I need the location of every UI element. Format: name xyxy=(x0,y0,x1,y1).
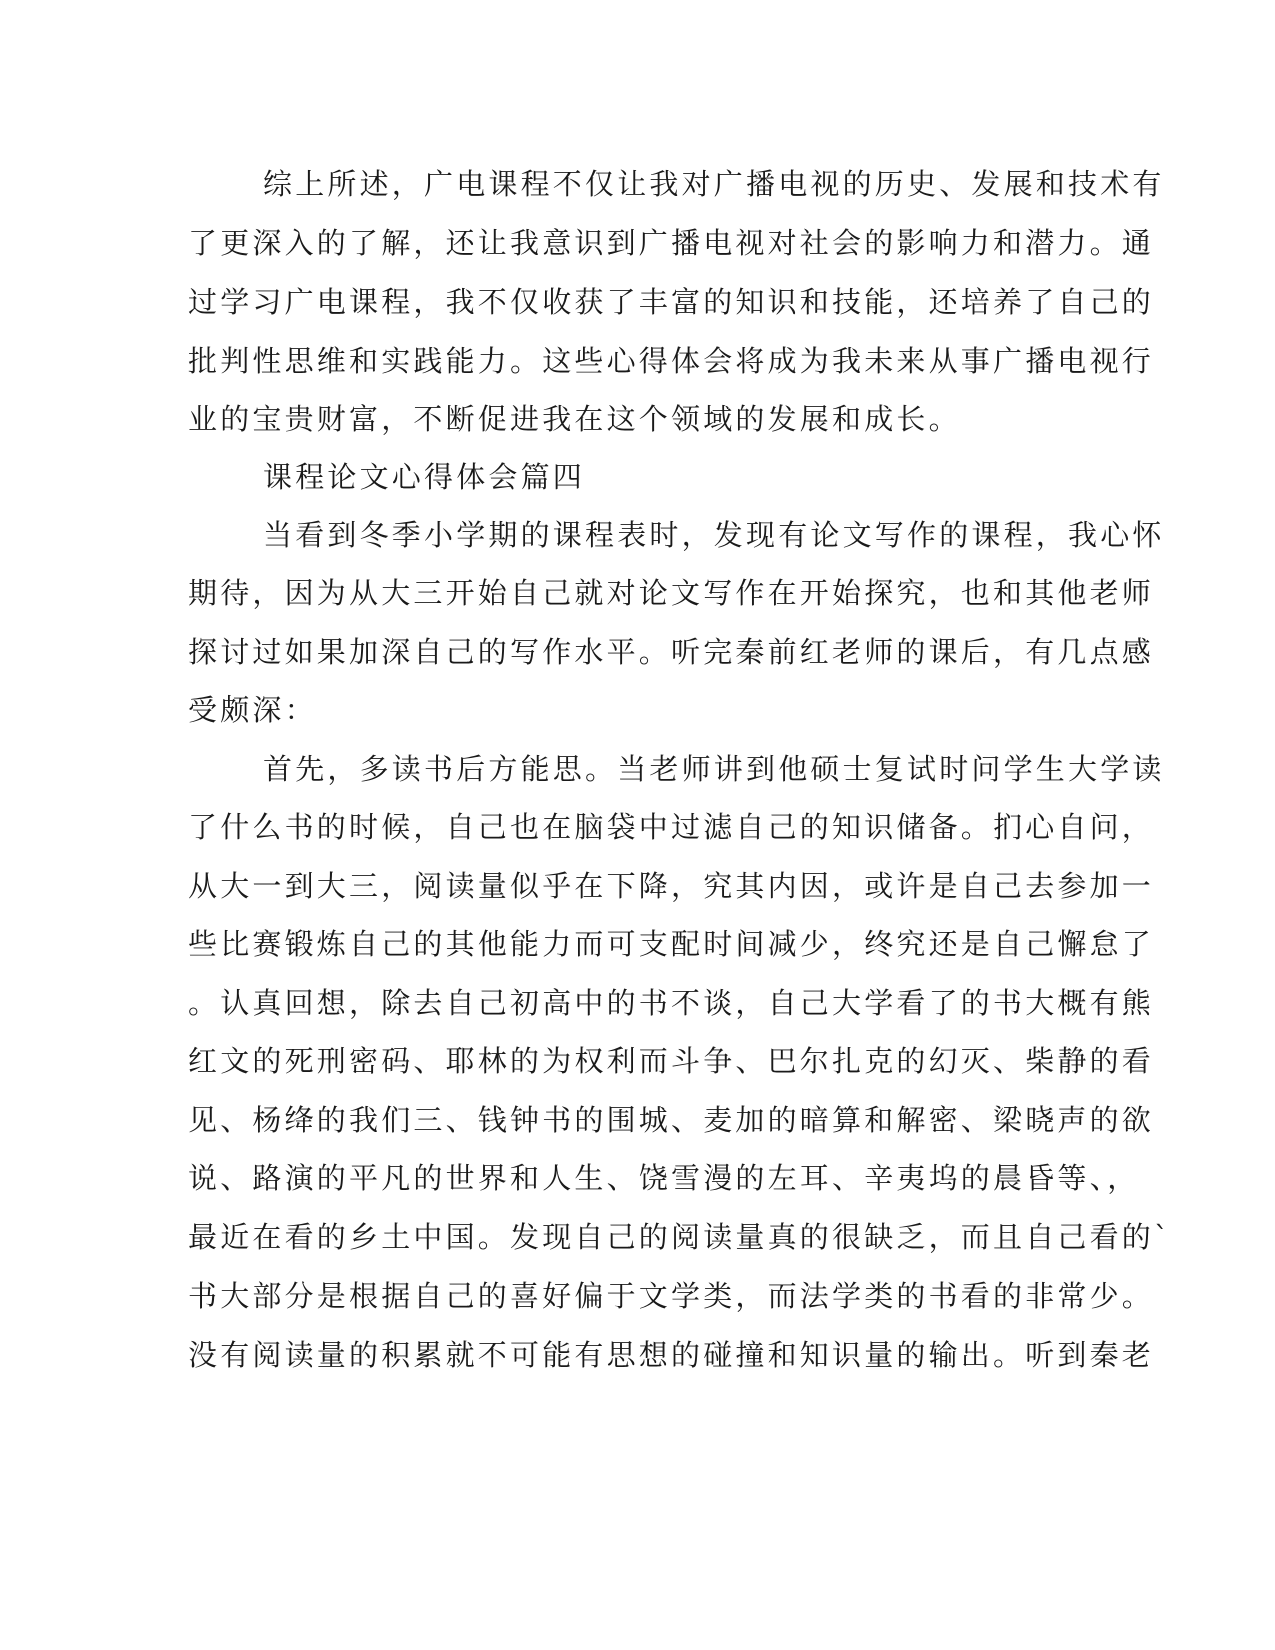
paragraph-line: 书大部分是根据自己的喜好偏于文学类，而法学类的书看的非常少。 xyxy=(188,1279,1155,1313)
section-heading: 课程论文心得体会篇四 xyxy=(263,460,586,494)
paragraph-line: 。认真回想，除去自己初高中的书不谈，自己大学看了的书大概有熊 xyxy=(188,986,1155,1020)
paragraph-line: 见、杨绛的我们三、钱钟书的围城、麦加的暗算和解密、梁晓声的欲 xyxy=(188,1103,1155,1137)
paragraph-line: 首先，多读书后方能思。当老师讲到他硕士复试时问学生大学读 xyxy=(263,752,1165,786)
paragraph-line: 了什么书的时候，自己也在脑袋中过滤自己的知识储备。扪心自问， xyxy=(188,810,1155,844)
paragraph-line: 最近在看的乡土中国。发现自己的阅读量真的很缺乏，而且自己看的` xyxy=(188,1220,1172,1254)
paragraph-line: 当看到冬季小学期的课程表时，发现有论文写作的课程，我心怀 xyxy=(263,518,1165,552)
paragraph-line: 了更深入的了解，还让我意识到广播电视对社会的影响力和潜力。通 xyxy=(188,226,1155,260)
paragraph-line: 综上所述，广电课程不仅让我对广播电视的历史、发展和技术有 xyxy=(263,167,1165,201)
paragraph-line: 说、路演的平凡的世界和人生、饶雪漫的左耳、辛夷坞的晨昏等、， xyxy=(188,1161,1140,1195)
paragraph-line: 过学习广电课程，我不仅收获了丰富的知识和技能，还培养了自己的 xyxy=(188,285,1155,319)
paragraph-line: 批判性思维和实践能力。这些心得体会将成为我未来从事广播电视行 xyxy=(188,344,1155,378)
paragraph-line: 从大一到大三，阅读量似乎在下降，究其内因，或许是自己去参加一 xyxy=(188,869,1155,903)
paragraph-line: 业的宝贵财富，不断促进我在这个领域的发展和成长。 xyxy=(188,402,961,436)
paragraph-line: 探讨过如果加深自己的写作水平。听完秦前红老师的课后，有几点感 xyxy=(188,635,1155,669)
paragraph-line: 期待，因为从大三开始自己就对论文写作在开始探究，也和其他老师 xyxy=(188,576,1155,610)
paragraph-line: 些比赛锻炼自己的其他能力而可支配时间减少，终究还是自己懈怠了 xyxy=(188,927,1155,961)
paragraph-line: 红文的死刑密码、耶林的为权利而斗争、巴尔扎克的幻灭、柴静的看 xyxy=(188,1044,1155,1078)
paragraph-line: 受颇深： xyxy=(188,693,317,727)
paragraph-line: 没有阅读量的积累就不可能有思想的碰撞和知识量的输出。听到秦老 xyxy=(188,1338,1155,1372)
